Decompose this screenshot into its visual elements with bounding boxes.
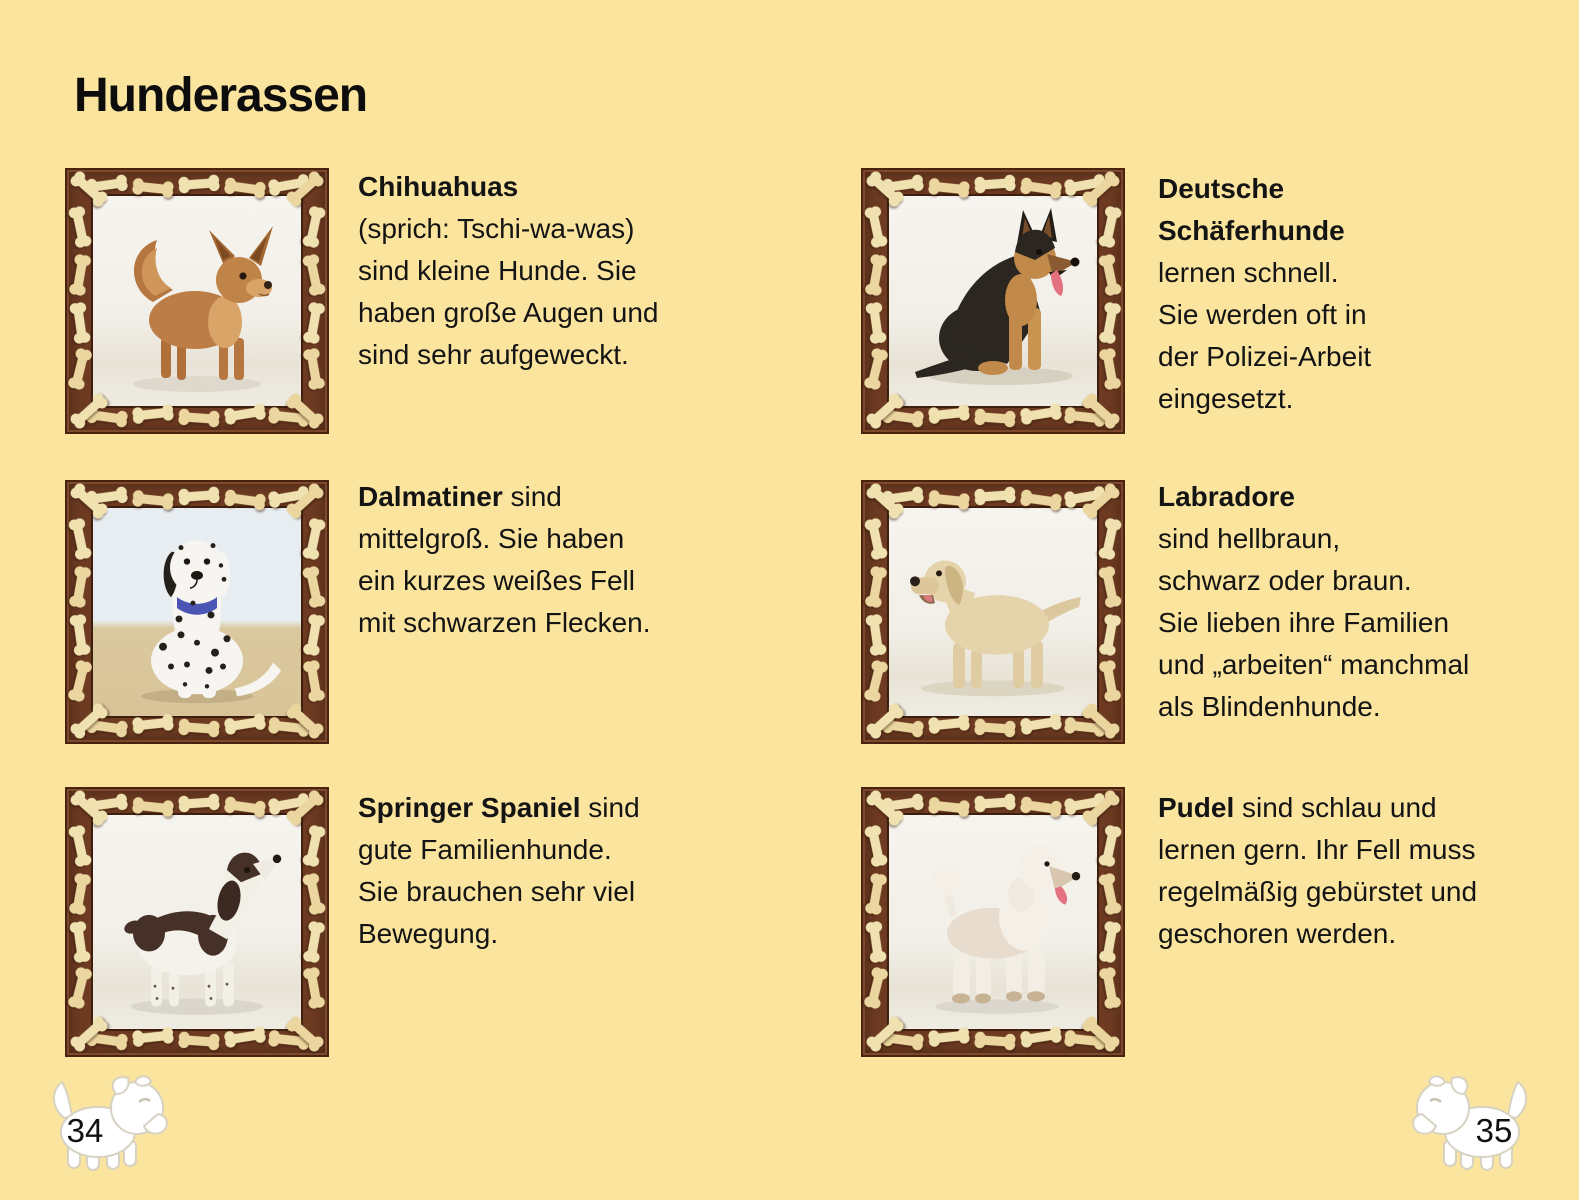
bone-icon [176,717,221,738]
bone-icon [1097,965,1122,1011]
bone-icon [68,300,92,346]
bone-icon [301,919,326,965]
bone-icon [972,173,1017,194]
bone-icon [863,204,890,251]
bone-icon [176,792,221,813]
bone-icon [1097,516,1124,563]
photo-frame [861,168,1125,434]
bone-icon [863,564,888,610]
bone-icon [301,965,326,1011]
breed-description: Deutsche Schäferhunde lernen schnell. Sie werden oft in der Polizei-Arbeit eingesetzt. [1158,173,1372,414]
page-title: Hunderassen [74,69,368,122]
bone-icon [176,173,221,194]
bone-icon [1097,658,1122,704]
bone-icon [864,612,888,658]
bone-icon [863,516,890,563]
bone-icon [862,964,890,1011]
bone-icon [1097,252,1124,299]
dalmatian-illustration [93,508,301,716]
photo-frame [861,787,1125,1057]
chihuahua-illustration [93,196,301,406]
bone-icon [926,1026,972,1049]
bone-icon [862,657,890,704]
bone-icon [1097,919,1122,965]
breed-description: Pudel sind schlau und lernen gern. Ihr Fell muss regelmäßig gebürstet und geschoren werden. [1158,792,1478,949]
bone-icon [176,1030,221,1051]
bone-icon [68,919,92,965]
bone-icon [1097,612,1122,658]
bone-icon [864,300,888,346]
photo-frame [65,787,329,1057]
bone-icon [176,407,221,428]
bone-icon [176,485,221,506]
photo-frame [861,480,1125,744]
labrador-illustration [889,508,1097,716]
bone-icon [67,564,92,610]
photo-frame [65,168,329,434]
bone-icon [301,300,326,346]
page-number-right: 35 [1475,1112,1513,1149]
bone-icon [301,564,328,611]
poodle-illustration [889,815,1097,1029]
bone-icon [301,346,326,392]
bone-icon [301,823,328,870]
breed-description: Chihuahuas (sprich: Tschi-wa-was) sind kleine Hunde. Sie haben große Augen und sind sehr aufgeweckt. [358,171,659,370]
poodle-photo [887,813,1099,1031]
bone-icon [972,1030,1017,1051]
bone-icon [67,823,94,870]
bone-icon [972,485,1017,506]
dalmatian-photo [91,506,303,718]
bone-icon [1097,871,1124,918]
photo-frame [65,480,329,744]
page-number-left: 34 [66,1112,104,1149]
bone-icon [130,1026,176,1049]
bone-icon [862,345,890,392]
bone-icon [67,252,92,298]
german-shepherd-illustration [889,196,1097,406]
breed-description: Dalmatiner sind mittelgroß. Sie haben ein kurzes weißes Fell mit schwarzen Flecken. [358,481,651,638]
bone-icon [66,345,94,392]
bone-icon [68,612,92,658]
bone-icon [301,658,326,704]
bone-icon [67,871,92,917]
bone-icon [130,403,176,426]
springer-spaniel-illustration [93,815,301,1029]
labrador-photo [887,506,1099,718]
bone-icon [926,713,972,736]
bone-icon [864,919,888,965]
bone-icon [863,823,890,870]
bone-icon [1097,346,1122,392]
bone-icon [1097,564,1124,611]
bone-icon [972,792,1017,813]
chihuahua-photo [91,194,303,408]
bone-icon [301,252,328,299]
german-shepherd-photo [887,194,1099,408]
bone-icon [1097,204,1124,251]
bone-icon [66,964,94,1011]
bone-icon [1097,300,1122,346]
bone-icon [926,403,972,426]
bone-icon [972,407,1017,428]
bone-icon [301,516,328,563]
bone-icon [130,713,176,736]
bone-icon [972,717,1017,738]
bone-icon [301,612,326,658]
bone-icon [66,657,94,704]
breed-description: Labradore sind hellbraun, schwarz oder braun. Sie lieben ihre Familien und „arbeiten“ manchmal als Blindenhunde. [1158,481,1470,722]
bone-icon [301,204,328,251]
bone-icon [67,516,94,563]
bone-icon [863,871,888,917]
bone-icon [301,871,328,918]
bone-icon [1097,823,1124,870]
bone-icon [67,204,94,251]
bone-icon [863,252,888,298]
breed-description: Springer Spaniel sind gute Familienhunde. Sie brauchen sehr viel Bewegung. [358,792,640,949]
springer-spaniel-photo [91,813,303,1031]
